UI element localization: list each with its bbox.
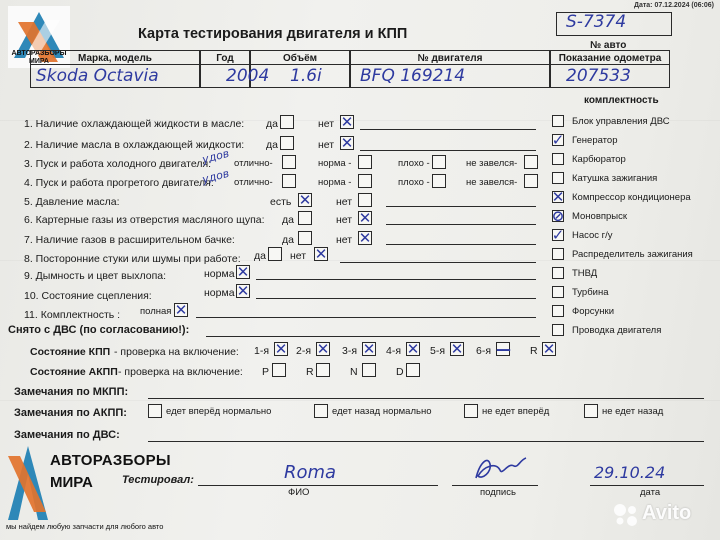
check-6-no-box[interactable]: ✕: [358, 209, 372, 227]
gear-6-dash: —: [496, 340, 511, 358]
year-header: Год: [216, 53, 234, 64]
check-2-no-label: нет: [318, 139, 335, 151]
kit-1-box[interactable]: [552, 115, 564, 127]
odometer-value: 207533: [566, 66, 631, 86]
check-1-yes-label: да: [266, 118, 278, 130]
check-10-normal-label: норма: [204, 287, 235, 299]
gear-1-box[interactable]: ✕: [274, 340, 288, 358]
kit-11-label: Форсунки: [572, 306, 614, 317]
check-4-box1[interactable]: [282, 174, 296, 188]
gear-5-label: 5-я: [430, 345, 446, 357]
check-2-no-box[interactable]: ✕: [340, 134, 354, 152]
gear-5-box[interactable]: ✕: [450, 340, 464, 358]
akpp-opt-2-label: едет назад нормально: [332, 406, 432, 417]
kit-4-label: Катушка зажигания: [572, 173, 658, 184]
kit-5-box[interactable]: ✕: [551, 188, 565, 206]
check-1-no-label: нет: [318, 118, 335, 130]
check-9-normal-box[interactable]: ✕: [236, 263, 250, 281]
volume-value: 1.6i: [290, 66, 322, 86]
check-6-yes-label: да: [282, 214, 294, 226]
akpp-d-label: D: [396, 366, 404, 378]
check-4-opt4: не завелся-: [466, 177, 518, 188]
timestamp: Дата: 07.12.2024 (06:06): [633, 2, 714, 9]
akpp-n-label: N: [350, 366, 358, 378]
kit-7-label: Насос г/у: [572, 230, 613, 241]
kit-10-box[interactable]: [552, 286, 564, 298]
check-1-label: 1. Наличие охлаждающей жидкости в масле:: [24, 118, 245, 130]
check-9-normal-label: норма: [204, 268, 235, 280]
kit-11-box[interactable]: [552, 305, 564, 317]
kit-9-label: ТНВД: [572, 268, 598, 279]
check-3-box1[interactable]: [282, 155, 296, 169]
kit-10-label: Турбина: [572, 287, 609, 298]
kit-title: комплектность: [584, 95, 659, 106]
check-8-no-label: нет: [290, 250, 307, 262]
akpp-r-label: R: [306, 366, 314, 378]
check-4-opt1: отлично-: [234, 177, 273, 188]
gear-1-label: 1-я: [254, 345, 270, 357]
akpp-label: Состояние АКПП: [30, 366, 118, 378]
check-10-normal-box[interactable]: ✕: [236, 282, 250, 300]
engine-no-header: № двигателя: [417, 53, 483, 64]
gear-6-label: 6-я: [476, 345, 492, 357]
akpp-opt-4-label: не едет назад: [602, 406, 664, 417]
kit-4-box[interactable]: [552, 172, 564, 184]
akpp-p-label: P: [262, 366, 270, 378]
check-3-label: 3. Пуск и работа холодного двигателя:: [24, 158, 212, 170]
model-value: Skoda Octavia: [36, 66, 159, 86]
check-2-label: 2. Наличие масла в охлаждающей жидкости:: [24, 139, 245, 151]
check-5-label: 5. Давление масла:: [24, 196, 120, 208]
check-3-opt3: плохо -: [398, 158, 430, 169]
kit-12-box[interactable]: [552, 324, 564, 336]
check-1-no-box[interactable]: ✕: [340, 113, 354, 131]
avito-text: Avito: [642, 502, 692, 524]
check-3-box2[interactable]: [358, 155, 372, 169]
check-4-box3[interactable]: [432, 174, 446, 188]
date-label: дата: [640, 487, 661, 498]
check-9-label: 9. Дымность и цвет выхлопа:: [24, 270, 167, 282]
fio-label: ФИО: [288, 487, 310, 498]
kit-8-box[interactable]: [552, 248, 564, 260]
check-11-full-box[interactable]: ✕: [174, 301, 188, 319]
check-5-yes-label: есть: [270, 196, 292, 208]
check-6-label: 6. Картерные газы из отверстия масляного щупа:: [24, 214, 265, 226]
auto-no-label: № авто: [590, 40, 627, 51]
check-3-opt4: не завелся-: [466, 158, 518, 169]
check-7-yes-box[interactable]: [298, 231, 312, 245]
logo-top-text: АВТОРАЗБОРЫ: [11, 50, 67, 57]
akpp-opt-3-label: не едет вперёд: [482, 406, 550, 417]
gear-r-box[interactable]: ✕: [542, 340, 556, 358]
check-7-label: 7. Наличие газов в расширительном бачке:: [24, 234, 235, 246]
akpp-opt-1-box[interactable]: [148, 404, 162, 418]
check-6-yes-box[interactable]: [298, 211, 312, 225]
fio-value: Roma: [284, 462, 337, 483]
check-8-yes-box[interactable]: [268, 247, 282, 261]
kit-6-label: Моновпрыск: [572, 211, 628, 222]
check-4-opt3: плохо -: [398, 177, 430, 188]
volume-header: Объём: [282, 53, 318, 64]
check-4-handwritten: удов: [200, 166, 231, 187]
kit-list: [552, 112, 718, 336]
remarks-mkpp-label: Замечания по МКПП:: [14, 386, 129, 398]
logo-top-subtext: МИРА: [29, 58, 49, 65]
signature: [470, 452, 530, 486]
kit-9-box[interactable]: [552, 267, 564, 279]
kit-8-label: Распределитель зажигания: [572, 249, 693, 260]
kpp-rest: - проверка на включение:: [114, 346, 239, 358]
akpp-d-box[interactable]: [406, 363, 420, 377]
akpp-n-box[interactable]: [362, 363, 376, 377]
date-value: 29.10.24: [594, 463, 666, 482]
check-8-label: 8. Посторонние стуки или шумы при работе:: [24, 253, 241, 265]
gear-r-label: R: [530, 345, 538, 357]
akpp-p-box[interactable]: [272, 363, 286, 377]
gear-4-label: 4-я: [386, 345, 402, 357]
sign-label: подпись: [480, 487, 516, 498]
check-8-yes-label: да: [254, 250, 266, 262]
page-title: Карта тестирования двигателя и КПП: [138, 26, 408, 42]
check-5-no-label: нет: [336, 196, 353, 208]
akpp-opt-2-box[interactable]: [314, 404, 328, 418]
slogan: мы найдем любую запчасти для любого авто: [6, 522, 164, 531]
check-1-yes-box[interactable]: [280, 115, 294, 129]
kit-2-box[interactable]: ✓: [551, 131, 565, 149]
check-10-label: 10. Состояние сцепления:: [24, 290, 152, 302]
x-logo-icon: [4, 442, 52, 524]
check-7-no-box[interactable]: ✕: [358, 229, 372, 247]
check-4-box4[interactable]: [524, 174, 538, 188]
logo-bottom-text: АВТОРАЗБОРЫ: [50, 452, 171, 469]
check-5-yes-box[interactable]: ✕: [298, 191, 312, 209]
kit-3-label: Карбюратор: [572, 154, 626, 165]
check-3-box3[interactable]: [432, 155, 446, 169]
gear-2-label: 2-я: [296, 345, 312, 357]
year-value: 2004: [226, 66, 270, 86]
check-11-label: 11. Комплектность :: [24, 309, 121, 321]
gear-3-label: 3-я: [342, 345, 358, 357]
akpp-r-box[interactable]: [316, 363, 330, 377]
gear-6-box[interactable]: [496, 342, 510, 356]
kit-2-label: Генератор: [572, 135, 618, 146]
removed-label: Снято с ДВС (по согласованию!):: [8, 324, 190, 336]
check-4-label: 4. Пуск и работа прогретого двигателя:: [24, 177, 214, 189]
model-header: Марка, модель: [78, 53, 152, 64]
check-7-no-label: нет: [336, 234, 353, 246]
avito-logo-icon: [612, 502, 640, 528]
check-3-handwritten: удов: [200, 146, 231, 167]
akpp-opt-3-box[interactable]: [464, 404, 478, 418]
check-7-yes-label: да: [282, 234, 294, 246]
kit-12-label: Проводка двигателя: [572, 325, 662, 336]
kpp-label: Состояние КПП: [30, 346, 111, 358]
check-4-opt2: норма -: [318, 177, 352, 188]
kit-5-label: Компрессор кондиционера: [572, 192, 691, 203]
check-3-opt2: норма -: [318, 158, 352, 169]
remarks-akpp-label: Замечания по АКПП:: [14, 407, 127, 419]
check-4-box2[interactable]: [358, 174, 372, 188]
check-6-no-label: нет: [336, 214, 353, 226]
akpp-opt-1-label: едет вперёд нормально: [166, 406, 272, 417]
engine-no-value: BFQ 169214: [360, 66, 466, 86]
odometer-header: Показание одометра: [558, 53, 662, 64]
akpp-rest: - проверка на включение:: [118, 366, 243, 378]
kit-7-box[interactable]: ✓: [551, 226, 565, 244]
kit-3-box[interactable]: [552, 153, 564, 165]
gear-3-box[interactable]: ✕: [362, 340, 376, 358]
tested-label: Тестировал:: [122, 474, 194, 486]
check-2-yes-box[interactable]: [280, 136, 294, 150]
kit-6-box[interactable]: ⊘: [551, 207, 565, 225]
gear-2-box[interactable]: ✕: [316, 340, 330, 358]
check-3-box4[interactable]: [524, 155, 538, 169]
akpp-opt-4-box[interactable]: [584, 404, 598, 418]
avito-watermark: [612, 500, 712, 530]
gear-4-box[interactable]: ✕: [406, 340, 420, 358]
check-2-yes-label: да: [266, 139, 278, 151]
check-5-no-box[interactable]: [358, 193, 372, 207]
kit-1-label: Блок управления ДВС: [572, 116, 670, 127]
check-8-no-box[interactable]: ✕: [314, 245, 328, 263]
remarks-dvs-label: Замечания по ДВС:: [14, 429, 120, 441]
check-3-opt1: отлично-: [234, 158, 273, 169]
check-11-full-label: полная: [140, 306, 172, 317]
serial-number: S-7374: [566, 12, 627, 32]
logo-bottom-subtext: МИРА: [50, 474, 93, 491]
